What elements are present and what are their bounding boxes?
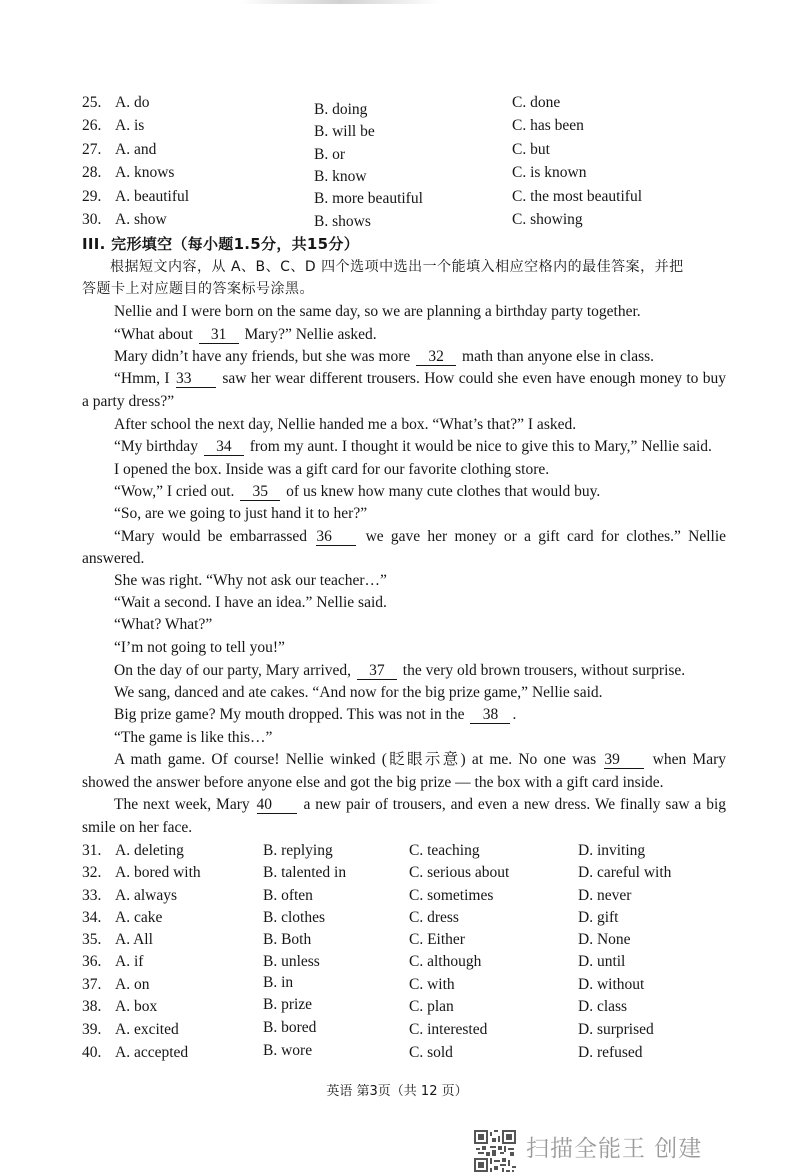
- passage-line: I opened the box. Inside was a gift card for our favorite clothing store.: [114, 461, 550, 478]
- option-d: D. without: [578, 976, 645, 993]
- passage-line: Nellie and I were born on the same day, so we are planning a birthday party together.: [114, 303, 641, 320]
- passage-line: Mary didn’t have any friends, but she was more 32 math than anyone else in class.: [114, 348, 655, 365]
- option-d: D. refused: [578, 1044, 643, 1061]
- option-a: A. bored with: [115, 864, 201, 881]
- option-c: C. but: [512, 141, 550, 158]
- option-row-29: [82, 186, 642, 208]
- option-c: C. although: [409, 953, 482, 970]
- option-b: B. clothes: [263, 909, 325, 926]
- option-row-35: [82, 929, 702, 951]
- passage-line: “What? What?”: [114, 616, 213, 633]
- passage-line: The next week, Mary 40 a new pair of trousers, and even a new dress. We finally saw a big: [114, 796, 727, 813]
- option-c: C. teaching: [409, 842, 480, 859]
- passage-line: a party dress?”: [82, 393, 175, 410]
- blank-38: 38: [470, 706, 510, 724]
- option-b: B. more beautiful: [314, 190, 423, 207]
- option-b: B. prize: [263, 996, 313, 1013]
- option-d: D. careful with: [578, 864, 672, 881]
- option-c: C. with: [409, 976, 455, 993]
- option-d: D. class: [578, 998, 628, 1015]
- passage-line: “Wait a second. I have an idea.” Nellie said.: [114, 594, 387, 611]
- option-d: D. never: [578, 887, 632, 904]
- passage-line: “My birthday 34 from my aunt. I thought it would be nice to give this to Mary,” Nellie said.: [114, 438, 712, 455]
- passage-line: “The game is like this…”: [114, 729, 273, 746]
- option-row-36: [82, 951, 702, 973]
- option-b: B. doing: [314, 101, 368, 118]
- option-c: C. plan: [409, 998, 454, 1015]
- blank-33: 33: [176, 370, 216, 388]
- question-number: 39.: [82, 1021, 102, 1038]
- option-b: B. bored: [263, 1019, 317, 1036]
- question-number: 27.: [82, 141, 102, 158]
- option-b: B. often: [263, 887, 313, 904]
- blank-37: 37: [357, 662, 397, 680]
- option-a: A. knows: [115, 164, 175, 181]
- option-c: C. sold: [409, 1044, 453, 1061]
- option-row-28: [82, 162, 642, 184]
- scanner-watermark: [474, 1128, 734, 1172]
- blank-32: 32: [416, 348, 456, 366]
- option-a: A. do: [115, 94, 150, 111]
- qr-code-icon: [474, 1130, 516, 1172]
- question-number: 34.: [82, 909, 102, 926]
- instruction-line-2: 答题卡上对应题目的答案标号涂黑。: [82, 281, 314, 297]
- instruction-line-1: 根据短文内容，从 A、B、C、D 四个选项中选出一个能填入相应空格内的最佳答案，并把: [110, 259, 684, 275]
- option-d: D. until: [578, 953, 626, 970]
- option-row-39: [82, 1019, 702, 1041]
- passage-line: After school the next day, Nellie handed me a box. “What’s that?” I asked.: [114, 416, 577, 433]
- option-a: A. deleting: [115, 842, 184, 859]
- option-c: C. the most beautiful: [512, 188, 643, 205]
- option-a: A. and: [115, 141, 157, 158]
- option-row-32: [82, 862, 702, 884]
- blank-39: 39: [604, 751, 644, 769]
- option-c: C. showing: [512, 211, 583, 228]
- option-a: A. cake: [115, 909, 163, 926]
- passage-line: “Wow,” I cried out. 35 of us knew how many cute clothes that would buy.: [114, 483, 601, 500]
- question-number: 40.: [82, 1044, 102, 1061]
- option-a: A. accepted: [115, 1044, 189, 1061]
- option-b: B. will be: [314, 123, 375, 140]
- passage-line: She was right. “Why not ask our teacher…”: [114, 572, 387, 589]
- option-b: B. know: [314, 168, 367, 185]
- option-a: A. show: [115, 211, 167, 228]
- option-row-38: [82, 996, 702, 1018]
- option-b: B. replying: [263, 842, 333, 859]
- option-a: A. beautiful: [115, 188, 190, 205]
- question-number: 25.: [82, 94, 102, 111]
- passage-line: On the day of our party, Mary arrived, 37 the very old brown trousers, without surprise.: [114, 662, 686, 679]
- question-number: 37.: [82, 976, 102, 993]
- option-b: B. talented in: [263, 864, 347, 881]
- question-number: 36.: [82, 953, 102, 970]
- passage-line: answered.: [82, 550, 145, 567]
- option-row-25: [82, 92, 642, 118]
- passage-line: smile on her face.: [82, 819, 193, 836]
- option-c: C. is known: [512, 164, 587, 181]
- question-number: 32.: [82, 864, 102, 881]
- question-number: 31.: [82, 842, 102, 859]
- option-c: C. Either: [409, 931, 465, 948]
- option-a: A. is: [115, 117, 145, 134]
- question-number: 29.: [82, 188, 102, 205]
- option-b: B. unless: [263, 953, 320, 970]
- option-a: A. always: [115, 887, 177, 904]
- option-a: A. excited: [115, 1021, 179, 1038]
- option-d: D. inviting: [578, 842, 646, 859]
- option-row-31: [82, 840, 702, 862]
- passage-line: “So, are we going to just hand it to her?”: [114, 505, 368, 522]
- option-a: A. on: [115, 976, 150, 993]
- passage-line: “Hmm, I 33 saw her wear different trousers. How could she even have enough money to buy: [114, 370, 727, 387]
- option-c: C. serious about: [409, 864, 510, 881]
- option-b: B. wore: [263, 1042, 313, 1059]
- option-row-27: [82, 139, 642, 161]
- blank-35: 35: [240, 483, 280, 501]
- blank-34: 34: [204, 438, 244, 456]
- question-number: 35.: [82, 931, 102, 948]
- passage-line: “Mary would be embarrassed 36 we gave her money or a gift card for clothes.” Nellie: [114, 528, 727, 545]
- passage-line: “What about 31 Mary?” Nellie asked.: [114, 326, 377, 343]
- option-a: A. if: [115, 953, 144, 970]
- option-row-40: [82, 1042, 702, 1064]
- option-b: B. in: [263, 974, 294, 991]
- question-number: 38.: [82, 998, 102, 1015]
- option-d: D. gift: [578, 909, 619, 926]
- blank-36: 36: [316, 528, 356, 546]
- option-row-26: [82, 115, 642, 140]
- option-c: C. sometimes: [409, 887, 494, 904]
- option-row-37: [82, 974, 702, 996]
- blank-31: 31: [199, 326, 239, 344]
- passage-line: Big prize game? My mouth dropped. This was not in the 38 .: [114, 706, 517, 723]
- option-b: B. Both: [263, 931, 312, 948]
- page-footer: 英语 第3页（共 12 页）: [326, 1084, 468, 1099]
- question-number: 28.: [82, 164, 102, 181]
- scan-edge-mark: [240, 0, 440, 4]
- option-row-34: [82, 907, 702, 929]
- watermark-text: 扫描全能王 创建: [526, 1136, 703, 1162]
- option-c: C. dress: [409, 909, 459, 926]
- passage-line: We sang, danced and ate cakes. “And now for the big prize game,” Nellie said.: [114, 684, 603, 701]
- option-row-33: [82, 885, 702, 907]
- option-a: A. box: [115, 998, 158, 1015]
- option-row-30: [82, 209, 642, 231]
- option-c: C. done: [512, 94, 561, 111]
- passage-line: “I’m not going to tell you!”: [114, 639, 285, 656]
- option-c: C. interested: [409, 1021, 488, 1038]
- option-c: C. has been: [512, 117, 584, 134]
- option-b: B. or: [314, 146, 345, 163]
- section-title: III. 完形填空（每小题1.5分，共15分）: [82, 235, 360, 253]
- blank-40: 40: [257, 796, 297, 814]
- question-number: 26.: [82, 117, 102, 134]
- option-b: B. shows: [314, 213, 371, 230]
- option-a: A. All: [115, 931, 153, 948]
- passage-line: showed the answer before anyone else and got the big prize — the box with a gift card inside.: [82, 774, 664, 791]
- option-d: D. None: [578, 931, 631, 948]
- passage-line: A math game. Of course! Nellie winked (眨眼示意) at me. No one was 39 when Mary: [114, 751, 726, 768]
- question-number: 30.: [82, 211, 102, 228]
- question-number: 33.: [82, 887, 102, 904]
- option-d: D. surprised: [578, 1021, 654, 1038]
